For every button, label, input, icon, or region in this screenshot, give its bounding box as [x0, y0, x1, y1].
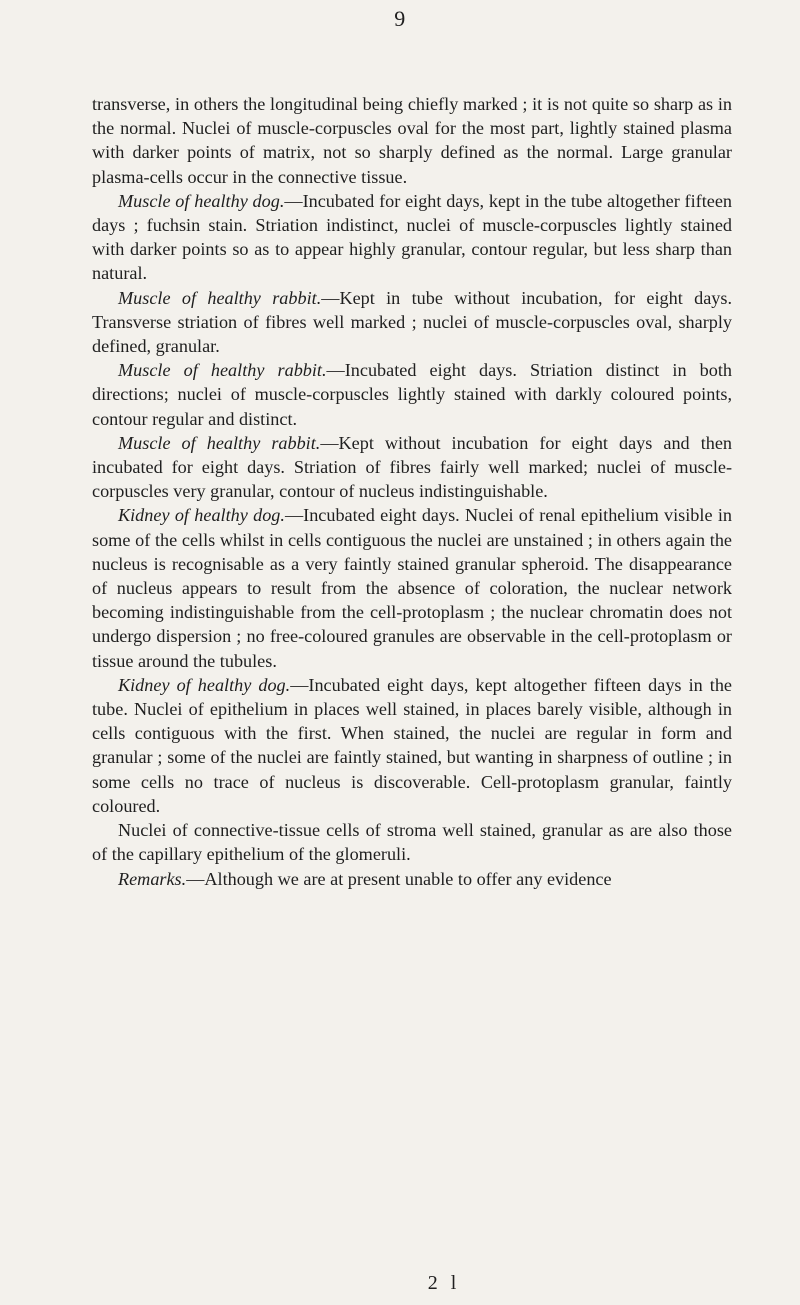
paragraph-7-heading: Kidney of healthy dog. — [118, 674, 291, 695]
paragraph-6-text: —Incubated eight days. Nuclei of renal epithelium visible in some of the cells whilst in cells contiguous the nuclei are unstained ; in others again the nucleus is recognisable as a very faintly stained granular spheroid. The disappearance of nucleus appears to result from the absence of coloration, the nuclear network becoming indistinguishable from the cell-protoplasm ; the nuclear chromatin does not undergo dispersion ; no free-coloured granules are observable in the cell-protoplasm or tissue around the tubules. — [92, 505, 732, 671]
paragraph-2 — [92, 189, 732, 286]
paragraph-5 — [92, 431, 732, 504]
paragraph-3 — [92, 286, 732, 359]
paragraph-4 — [92, 358, 732, 431]
paragraph-9 — [92, 867, 732, 891]
signature-mark: 2 l — [427, 1272, 461, 1294]
paragraph-6 — [92, 503, 732, 672]
paragraph-3-heading: Muscle of healthy rabbit. — [118, 287, 322, 308]
paragraph-6-heading: Kidney of healthy dog. — [118, 505, 285, 526]
paragraph-8 — [92, 818, 732, 866]
body-text — [92, 92, 732, 891]
paragraph-7 — [92, 673, 732, 818]
paragraph-9-text: —Although we are at present unable to offer any evidence — [186, 868, 612, 889]
paragraph-4-text: —Incubated eight days. Striation distinct in both directions; nuclei of muscle-corpuscles lightly stained with darkly coloured points, contour regular and distinct. — [92, 360, 732, 429]
page-number: 9 — [394, 6, 406, 31]
paragraph-3-text: —Kept in tube without incubation, for eight days. Transverse striation of fibres well marked ; nuclei of muscle-corpuscles oval, sharply defined, granular. — [92, 287, 732, 357]
paragraph-8-text: Nuclei of connective-tissue cells of stroma well stained, granular as are also those of the capillary epithelium of the glomeruli. — [92, 820, 732, 865]
paragraph-5-heading: Muscle of healthy rabbit. — [118, 432, 321, 453]
paragraph-1 — [92, 92, 732, 189]
paragraph-2-text: —Incubated for eight days, kept in the tube altogether fifteen days ; fuchsin stain. Striation indistinct, nuclei of muscle-corpuscles lightly stained with darker points so as to appear highly granular, contour regular, but less sharp than natural. — [92, 190, 732, 284]
paragraph-1-text: transverse, in others the longitudinal being chiefly marked ; it is not quite so sharp as in the normal. Nuclei of muscle-corpuscles oval for the most part, lightly stained plasma with darker points of matrix, not so sharply defined as the normal. Large granular plasma-cells occur in the connective tissue. — [92, 94, 732, 187]
paragraph-9-heading: Remarks. — [118, 868, 187, 889]
paragraph-4-heading: Muscle of healthy rabbit. — [118, 360, 327, 381]
paragraph-5-text: —Kept without incubation for eight days and then incubated for eight days. Striation of fibres fairly well marked; nuclei of muscle-corpuscles very granular, contour of nucleus indistinguishable. — [92, 432, 733, 502]
paragraph-2-heading: Muscle of healthy dog. — [118, 190, 285, 211]
paragraph-7-text: —Incubated eight days, kept altogether fifteen days in the tube. Nuclei of epithelium in places well stained, in places barely visible, although in cells contiguous with the first. When stained, the nuclei are regular in form and granular ; some of the nuclei are faintly stained, but wanting in sharpness of outline ; in some cells no trace of nucleus is discoverable. Cell-protoplasm granular, faintly coloured. — [92, 674, 732, 816]
